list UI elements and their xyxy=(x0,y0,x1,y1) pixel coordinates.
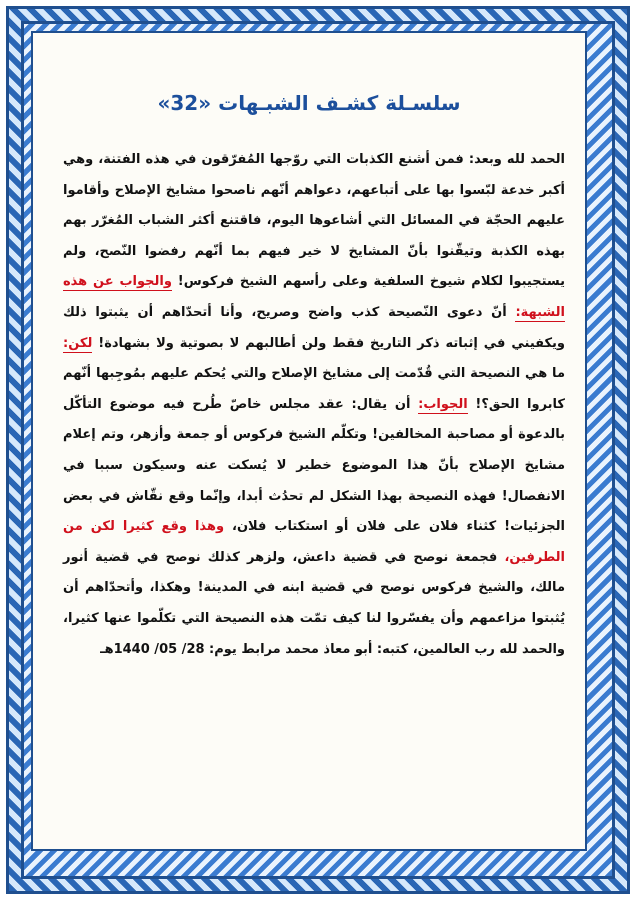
page-title: سلسـلة كشـف الشبـهات «32» xyxy=(157,91,461,115)
red-note: وهذا وقع كثيرا لكن من الطرفين، xyxy=(63,519,565,565)
but-label: لكن: xyxy=(63,335,93,351)
article-body xyxy=(63,145,565,665)
paragraph-intro: الحمد لله وبعد: فمن أشنع الكذبات التي روّجها المُفرّقون في هذه الفتنة، وهي أكبر خدعة لبّسوا بها على أتباعهم، دعواهم أنّهم ناصحوا مشايخ الإصلاح وأقاموا عليهم الحجّة في المسائل التي أشاعوها اليوم، فاقتنع أكثر الشباب المُغرّر بهم بهذه الكذبة وتيقّنوا بأنّ المشايخ لا خير فيهم بما أنّهم رفضوا النّصح، ولم يستجيبوا لكلام شيوخ السلفية وعلى رأسهم الشيخ فركوس! xyxy=(63,152,565,290)
paragraph-explanation: أن يقال: عقد مجلس خاصّ طُرح فيه موضوع التأكّل بالدعوة أو مصاحبة المخالفين! وتكلّم الشيخ فركوس أو جمعة وأزهر، وتم إعلام مشايخ الإصلاح بأنّ هذا الموضوع خطير لا يُسكت عنه وسيكون سببا في الانفصال! فهذه النصيحة بهذا الشكل لم تحدُث أبدا، وإنّما وقع نقّاش في بعض الجزئيات! كثناء فلان على فلان أو استكتاب فلان، xyxy=(63,396,566,535)
answer-label: والجواب عن هذه الشبهة: xyxy=(63,274,565,320)
paragraph-answer: أنّ دعوى النّصيحة كذب واضح وصريح، وأنا أتحدّاهم أن يثبتوا ذلك ويكفيني في إثباته ذكر التاريخ فقط ولن أطالبهم لا بصوتية ولا بشهادة! xyxy=(63,304,565,351)
page-sheet xyxy=(31,31,587,851)
answer2-label: الجواب: xyxy=(418,396,468,412)
paragraph-question: ما هي النصيحة التي قُدّمت إلى مشايخ الإصلاح والتي يُحكم عليهم بمُوجِبها أنّهم كابروا الحق؟! xyxy=(63,366,565,412)
paragraph-conclusion: فجمعة نوصح في قضية داعش، ولزهر كذلك نوصح في قضية أنور مالك، والشيخ فركوس نوصح في قضية ابنه في المدينة! وهكذا، وأتحدّاهم أن يُثبتوا مزاعمهم وأن يفسّروا لنا كيف تمّت هذه النصيحة التي تكلّموا عنها كثيرا، والحمد لله رب العالمين، كتبه: أبو معاذ محمد مرابط يوم: 28/ 05/ 1440هـ xyxy=(63,549,565,657)
